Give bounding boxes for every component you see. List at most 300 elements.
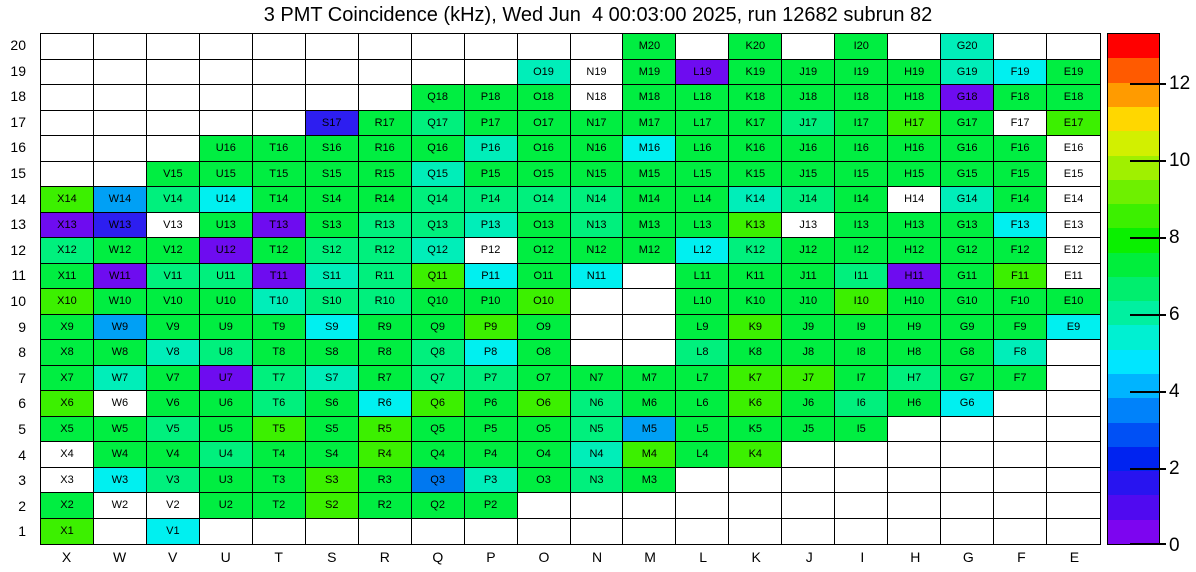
cell-P17: P17 [465,111,518,137]
cell-I7: I7 [835,366,888,392]
cell-R6: R6 [359,391,412,417]
cell-Q19 [412,60,465,86]
cell-H5 [888,417,941,443]
cell-S13: S13 [306,213,359,239]
cell-K10: K10 [729,289,782,315]
cell-V19 [147,60,200,86]
cell-L9: L9 [676,315,729,341]
cell-T2: T2 [253,493,306,519]
cell-O4: O4 [518,442,571,468]
cell-N14: N14 [571,187,624,213]
cell-I13: I13 [835,213,888,239]
cell-N17: N17 [571,111,624,137]
cell-U12: U12 [200,238,253,264]
y-axis-label-16: 16 [10,139,26,156]
cell-W18 [94,85,147,111]
cell-U11: U11 [200,264,253,290]
cell-N3: N3 [571,468,624,494]
cell-M2 [623,493,676,519]
cell-N4: N4 [571,442,624,468]
cell-W15 [94,162,147,188]
cell-K19: K19 [729,60,782,86]
cell-E1 [1047,519,1100,545]
y-axis-label-9: 9 [18,318,26,335]
cell-F2 [994,493,1047,519]
cell-R20 [359,34,412,60]
cell-I2 [835,493,888,519]
cell-W14: W14 [94,187,147,213]
cell-R11: R11 [359,264,412,290]
cell-V6: V6 [147,391,200,417]
cell-U5: U5 [200,417,253,443]
cell-P7: P7 [465,366,518,392]
cell-G20: G20 [941,34,994,60]
cell-T16: T16 [253,136,306,162]
cell-X9: X9 [41,315,94,341]
cell-G6: G6 [941,391,994,417]
cell-S12: S12 [306,238,359,264]
cell-V20 [147,34,200,60]
cell-G3 [941,468,994,494]
cell-I6: I6 [835,391,888,417]
cell-Q9: Q9 [412,315,465,341]
cell-O2 [518,493,571,519]
colorbar-tick-label-6: 6 [1169,304,1180,326]
cell-U4: U4 [200,442,253,468]
cell-P20 [465,34,518,60]
cell-V16 [147,136,200,162]
cell-G11: G11 [941,264,994,290]
cell-P4: P4 [465,442,518,468]
cell-X8: X8 [41,340,94,366]
colorbar-band-13 [1108,204,1159,228]
cell-J11: J11 [782,264,835,290]
y-axis-label-19: 19 [10,62,26,79]
cell-Q17: Q17 [412,111,465,137]
cell-I12: I12 [835,238,888,264]
colorbar-tick-label-4: 4 [1169,381,1180,402]
cell-R15: R15 [359,162,412,188]
cell-H6: H6 [888,391,941,417]
cell-K13: K13 [729,213,782,239]
cell-I11: I11 [835,264,888,290]
cell-H18: H18 [888,85,941,111]
cell-W7: W7 [94,366,147,392]
y-axis-label-5: 5 [18,421,26,437]
cell-J18: J18 [782,85,835,111]
x-axis-label-S: S [327,549,337,565]
cell-T19 [253,60,306,86]
cell-Q7: Q7 [412,366,465,392]
cell-H10: H10 [888,289,941,315]
cell-M1 [623,519,676,545]
cell-M8 [623,340,676,366]
cell-R8: R8 [359,340,412,366]
cell-M7: M7 [623,366,676,392]
cell-I16: I16 [835,136,888,162]
x-axis-label-P: P [486,549,496,565]
cell-M18: M18 [623,85,676,111]
cell-K17: K17 [729,111,782,137]
cell-K18: K18 [729,85,782,111]
cell-Q11: Q11 [412,264,465,290]
cell-I9: I9 [835,315,888,341]
cell-O5: O5 [518,417,571,443]
cell-F19: F19 [994,60,1047,86]
cell-T17 [253,111,306,137]
cell-H4 [888,442,941,468]
cell-V10: V10 [147,289,200,315]
cell-S6: S6 [306,391,359,417]
cell-T6: T6 [253,391,306,417]
colorbar-band-14 [1108,180,1159,204]
cell-H7: H7 [888,366,941,392]
cell-P19 [465,60,518,86]
y-axis-label-10: 10 [10,293,26,309]
cell-K15: K15 [729,162,782,188]
cell-J1 [782,519,835,545]
heatmap-grid [40,33,1101,545]
cell-L19: L19 [676,60,729,86]
cell-O10: O10 [518,289,571,315]
cell-M6: M6 [623,391,676,417]
colorbar-band-7 [1108,350,1159,374]
cell-G1 [941,519,994,545]
x-axis-label-X: X [61,549,72,565]
cell-X7: X7 [41,366,94,392]
cell-W20 [94,34,147,60]
cell-K11: K11 [729,264,782,290]
cell-H2 [888,493,941,519]
cell-S10: S10 [306,289,359,315]
cell-N18: N18 [571,85,624,111]
cell-L16: L16 [676,136,729,162]
colorbar-tick-10 [1130,160,1166,162]
x-axis-label-F: F [1017,549,1026,565]
cell-G17: G17 [941,111,994,137]
cell-Q1 [412,519,465,545]
cell-Q15: Q15 [412,162,465,188]
cell-O15: O15 [518,162,571,188]
cell-X10: X10 [41,289,94,315]
y-axis-label-6: 6 [18,395,26,412]
cell-H14: H14 [888,187,941,213]
cell-J15: J15 [782,162,835,188]
colorbar-band-4 [1108,423,1159,447]
cell-U7: U7 [200,366,253,392]
cell-P2: P2 [465,493,518,519]
cell-M16: M16 [623,136,676,162]
cell-E12: E12 [1047,238,1100,264]
cell-T12: T12 [253,238,306,264]
colorbar-tick-4 [1130,391,1166,393]
cell-R14: R14 [359,187,412,213]
cell-I1 [835,519,888,545]
cell-H17: H17 [888,111,941,137]
cell-W4: W4 [94,442,147,468]
colorbar-band-10 [1108,277,1159,301]
cell-Q13: Q13 [412,213,465,239]
cell-G8: G8 [941,340,994,366]
cell-X6: X6 [41,391,94,417]
cell-X5: X5 [41,417,94,443]
cell-X16 [41,136,94,162]
cell-Q3: Q3 [412,468,465,494]
cell-G13: G13 [941,213,994,239]
cell-S2: S2 [306,493,359,519]
cell-P3: P3 [465,468,518,494]
cell-Q2: Q2 [412,493,465,519]
cell-H12: H12 [888,238,941,264]
cell-S15: S15 [306,162,359,188]
cell-M9 [623,315,676,341]
cell-F3 [994,468,1047,494]
cell-N7: N7 [571,366,624,392]
cell-X1: X1 [41,519,94,545]
cell-E15: E15 [1047,162,1100,188]
cell-Q4: Q4 [412,442,465,468]
cell-O17: O17 [518,111,571,137]
cell-R17: R17 [359,111,412,137]
cell-E8 [1047,340,1100,366]
cell-L17: L17 [676,111,729,137]
cell-F1 [994,519,1047,545]
x-axis-label-M: M [644,549,656,565]
cell-F11: F11 [994,264,1047,290]
cell-R19 [359,60,412,86]
cell-V2: V2 [147,493,200,519]
cell-H19: H19 [888,60,941,86]
cell-V11: V11 [147,264,200,290]
cell-J8: J8 [782,340,835,366]
cell-F7: F7 [994,366,1047,392]
cell-V7: V7 [147,366,200,392]
cell-K5: K5 [729,417,782,443]
cell-O12: O12 [518,238,571,264]
cell-T15: T15 [253,162,306,188]
cell-S17: S17 [306,111,359,137]
cell-R2: R2 [359,493,412,519]
cell-E13: E13 [1047,213,1100,239]
chart-title: 3 PMT Coincidence (kHz), Wed Jun 4 00:03:00 2025, run 12682 subrun 82 [263,4,933,26]
cell-Q6: Q6 [412,391,465,417]
cell-X14: X14 [41,187,94,213]
cell-S18 [306,85,359,111]
cell-V1: V1 [147,519,200,545]
cell-N13: N13 [571,213,624,239]
colorbar-band-1 [1108,495,1159,519]
colorbar-band-12 [1108,228,1159,252]
cell-W3: W3 [94,468,147,494]
colorbar-tick-8 [1130,237,1166,239]
x-axis-label-L: L [699,549,708,565]
cell-E10: E10 [1047,289,1100,315]
cell-J3 [782,468,835,494]
cell-R12: R12 [359,238,412,264]
cell-W2: W2 [94,493,147,519]
cell-H3 [888,468,941,494]
cell-W10: W10 [94,289,147,315]
cell-F13: F13 [994,213,1047,239]
x-axis-label-J: J [805,549,813,565]
cell-G19: G19 [941,60,994,86]
colorbar-band-0 [1108,520,1159,544]
colorbar-band-19 [1108,58,1159,82]
cell-G4 [941,442,994,468]
cell-L14: L14 [676,187,729,213]
cell-Q12: Q12 [412,238,465,264]
y-axis-label-14: 14 [10,190,26,207]
cell-G16: G16 [941,136,994,162]
cell-T9: T9 [253,315,306,341]
cell-Q16: Q16 [412,136,465,162]
cell-O13: O13 [518,213,571,239]
cell-E16: E16 [1047,136,1100,162]
cell-S19 [306,60,359,86]
cell-W17 [94,111,147,137]
cell-I18: I18 [835,85,888,111]
cell-X20 [41,34,94,60]
cell-O19: O19 [518,60,571,86]
cell-M17: M17 [623,111,676,137]
cell-P15: P15 [465,162,518,188]
cell-O9: O9 [518,315,571,341]
cell-P12: P12 [465,238,518,264]
cell-H13: H13 [888,213,941,239]
cell-V5: V5 [147,417,200,443]
cell-P9: P9 [465,315,518,341]
cell-T5: T5 [253,417,306,443]
cell-G9: G9 [941,315,994,341]
cell-Q20 [412,34,465,60]
cell-J12: J12 [782,238,835,264]
cell-M19: M19 [623,60,676,86]
cell-U16: U16 [200,136,253,162]
y-axis-label-12: 12 [10,241,26,258]
cell-I4 [835,442,888,468]
colorbar-band-5 [1108,398,1159,422]
colorbar-band-16 [1108,131,1159,155]
cell-K20: K20 [729,34,782,60]
cell-R3: R3 [359,468,412,494]
cell-F14: F14 [994,187,1047,213]
x-axis-label-Q: Q [432,549,444,565]
cell-J20 [782,34,835,60]
cell-W9: W9 [94,315,147,341]
cell-P8: P8 [465,340,518,366]
cell-E9: E9 [1047,315,1100,341]
cell-X11: X11 [41,264,94,290]
cell-U17 [200,111,253,137]
cell-Q10: Q10 [412,289,465,315]
cell-G7: G7 [941,366,994,392]
y-axis-label-17: 17 [10,113,26,130]
cell-N8 [571,340,624,366]
cell-W8: W8 [94,340,147,366]
cell-Q5: Q5 [412,417,465,443]
cell-L12: L12 [676,238,729,264]
colorbar-band-17 [1108,107,1159,131]
cell-W12: W12 [94,238,147,264]
cell-O8: O8 [518,340,571,366]
x-axis-label-T: T [274,549,283,565]
cell-V13: V13 [147,213,200,239]
cell-E4 [1047,442,1100,468]
cell-V18 [147,85,200,111]
x-axis-label-W: W [112,549,127,565]
y-axis-label-3: 3 [18,472,26,489]
cell-J10: J10 [782,289,835,315]
cell-I10: I10 [835,289,888,315]
cell-V8: V8 [147,340,200,366]
cell-K7: K7 [729,366,782,392]
y-axis-label-7: 7 [18,369,26,386]
cell-N10 [571,289,624,315]
cell-V12: V12 [147,238,200,264]
x-axis-label-K: K [751,549,761,565]
cell-M13: M13 [623,213,676,239]
cell-W19 [94,60,147,86]
cell-R4: R4 [359,442,412,468]
cell-L3 [676,468,729,494]
cell-K9: K9 [729,315,782,341]
cell-T10: T10 [253,289,306,315]
cell-R13: R13 [359,213,412,239]
cell-P18: P18 [465,85,518,111]
cell-E19: E19 [1047,60,1100,86]
cell-W11: W11 [94,264,147,290]
cell-K1 [729,519,782,545]
cell-U1 [200,519,253,545]
cell-S20 [306,34,359,60]
cell-U15: U15 [200,162,253,188]
cell-N12: N12 [571,238,624,264]
x-axis-label-N: N [591,549,603,565]
cell-V17 [147,111,200,137]
cell-Q14: Q14 [412,187,465,213]
cell-P13: P13 [465,213,518,239]
cell-K4: K4 [729,442,782,468]
cell-F20 [994,34,1047,60]
cell-N20 [571,34,624,60]
cell-H11: H11 [888,264,941,290]
cell-F15: F15 [994,162,1047,188]
cell-S8: S8 [306,340,359,366]
cell-X2: X2 [41,493,94,519]
cell-O18: O18 [518,85,571,111]
cell-T20 [253,34,306,60]
cell-P10: P10 [465,289,518,315]
cell-P11: P11 [465,264,518,290]
cell-F10: F10 [994,289,1047,315]
cell-H8: H8 [888,340,941,366]
cell-I14: I14 [835,187,888,213]
cell-U18 [200,85,253,111]
cell-T11: T11 [253,264,306,290]
cell-L7: L7 [676,366,729,392]
y-axis-label-11: 11 [11,267,26,284]
cell-K6: K6 [729,391,782,417]
cell-J9: J9 [782,315,835,341]
cell-P6: P6 [465,391,518,417]
colorbar-band-20 [1108,34,1159,58]
cell-L5: L5 [676,417,729,443]
cell-P14: P14 [465,187,518,213]
cell-L13: L13 [676,213,729,239]
cell-J17: J17 [782,111,835,137]
cell-M14: M14 [623,187,676,213]
cell-W13: W13 [94,213,147,239]
